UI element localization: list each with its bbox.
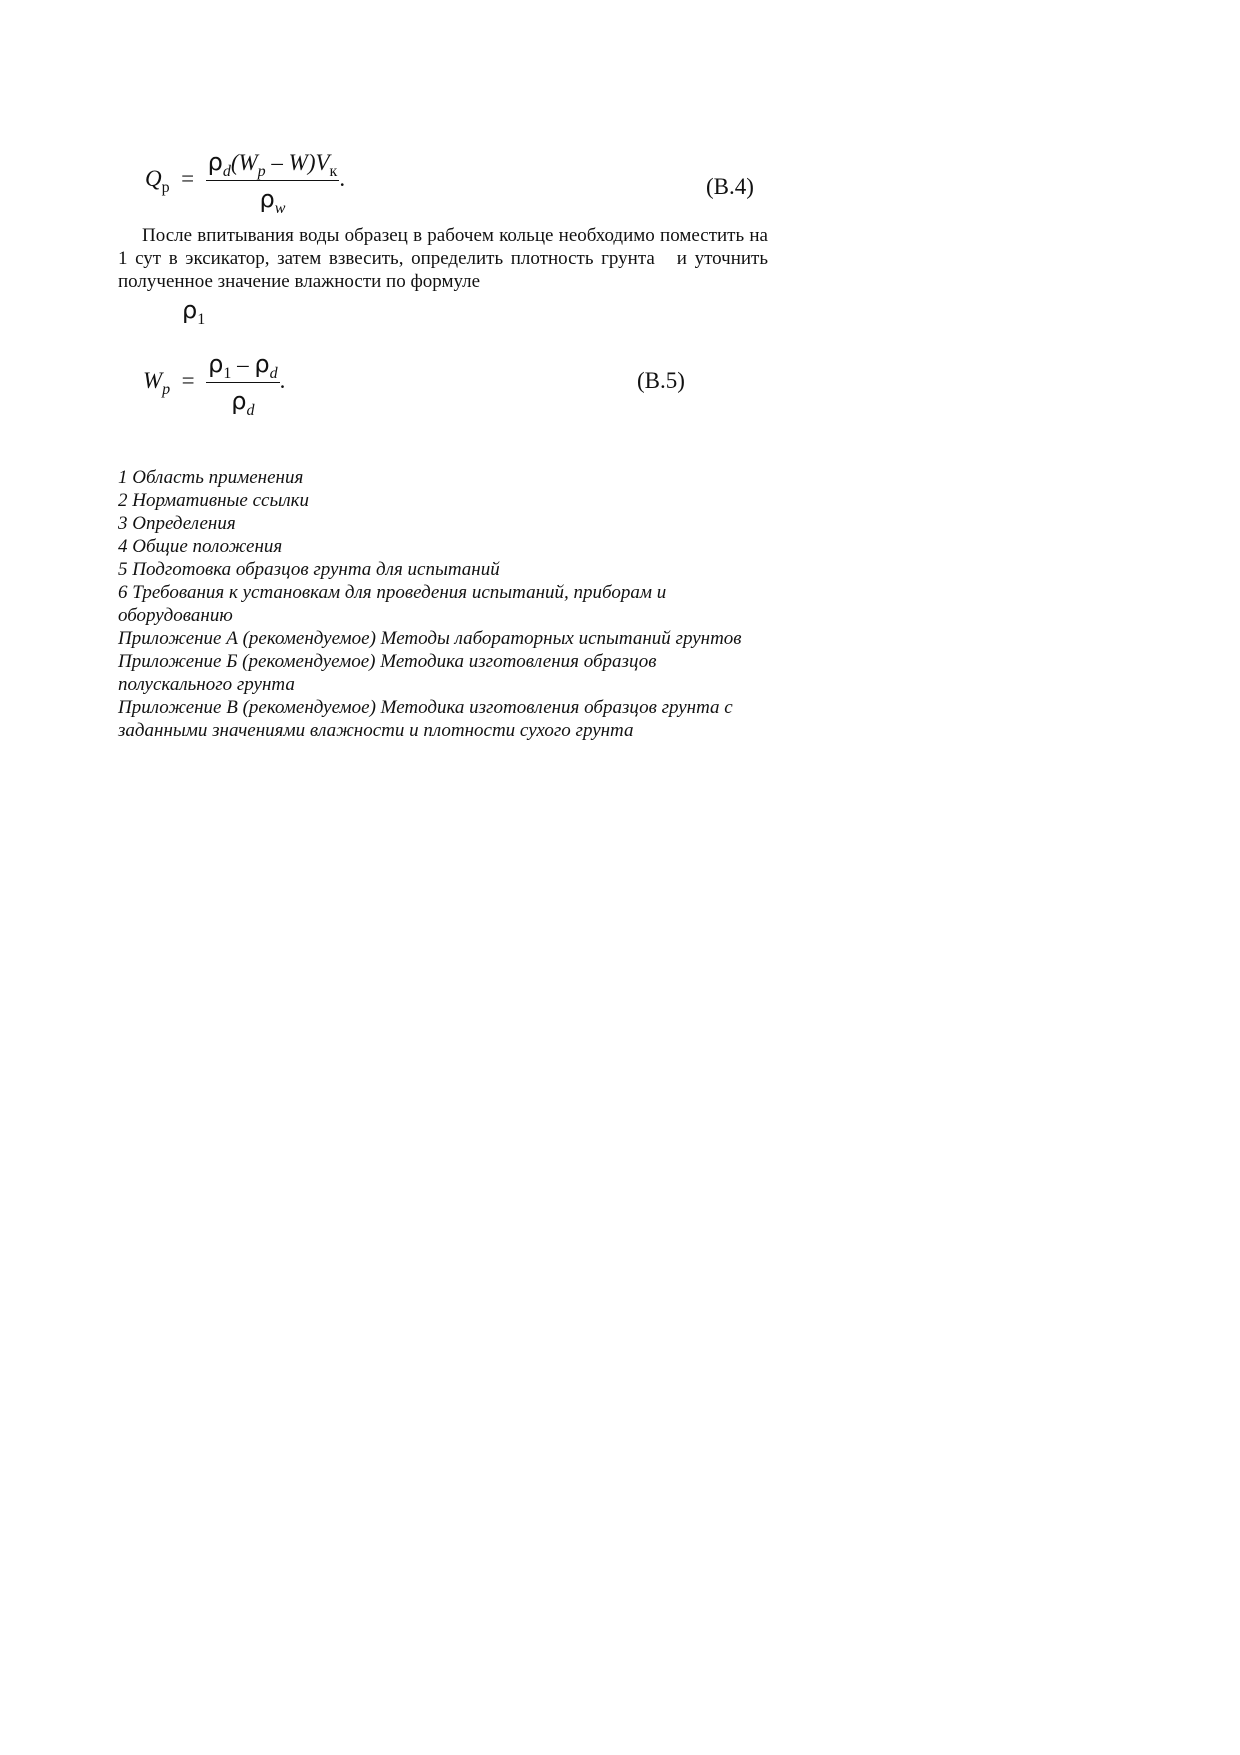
contents-item[interactable]: 1 Область применения xyxy=(118,467,304,488)
paragraph-text-before: После впитывания воды образец в рабочем кольце необходимо поместить на 1 сут в эксикатор, затем взвесить, определить плотность грунта xyxy=(118,225,768,269)
formula-b5-denominator: $\rho_d$ xyxy=(231,387,255,419)
paragraph-text-after: и уточнить полученное значение влажности по формуле xyxy=(118,248,768,292)
contents-item[interactable]: 3 Определения xyxy=(118,513,236,534)
paragraph-rho1: $\rho_1$ xyxy=(182,296,206,328)
contents-item[interactable]: Приложение А (рекомендуемое) Методы лабораторных испытаний грунтов xyxy=(118,628,742,649)
contents-item[interactable]: Приложение В (рекомендуемое) Методика изготовления образцов грунта с заданными значениями влажности и плотности сухого грунта xyxy=(118,697,733,741)
formula-b4-fraction xyxy=(206,148,340,217)
formula-b4-numerator: $\rho_d(W_p - W)V_к$ xyxy=(207,148,338,180)
contents-item[interactable]: 6 Требования к установкам для проведения испытаний, приборам и оборудованию xyxy=(118,582,667,626)
formula-b4 xyxy=(145,148,346,217)
contents-list xyxy=(118,466,758,742)
contents-item[interactable]: 4 Общие положения xyxy=(118,536,283,557)
formula-b5-numerator: $\rho_1 - \rho_d$ xyxy=(208,350,278,382)
formula-b5-number: (B.5) xyxy=(637,368,685,393)
equals-sign: = xyxy=(175,165,200,191)
equals-sign: = xyxy=(175,367,201,393)
formula-b4-lhs: Q xyxy=(145,165,162,191)
contents-item[interactable]: 5 Подготовка образцов грунта для испытаний xyxy=(118,559,500,580)
contents-item[interactable]: 2 Нормативные ссылки xyxy=(118,490,310,511)
formula-b5-dot: . xyxy=(279,367,286,393)
formula-b5 xyxy=(143,350,286,419)
formula-b5-fraction xyxy=(206,350,279,419)
formula-b4-number: (B.4) xyxy=(706,174,754,199)
formula-b4-dot: . xyxy=(339,165,346,191)
formula-b5-lhs-sub: p xyxy=(162,380,171,398)
formula-b5-lhs: W xyxy=(143,367,163,393)
formula-b4-lhs-sub: р xyxy=(161,178,170,196)
body-paragraph xyxy=(118,224,768,293)
formula-b4-denominator: $\rho_w$ xyxy=(259,185,286,217)
contents-item[interactable]: Приложение Б (рекомендуемое) Методика изготовления образцов полускального грунта xyxy=(118,651,657,695)
